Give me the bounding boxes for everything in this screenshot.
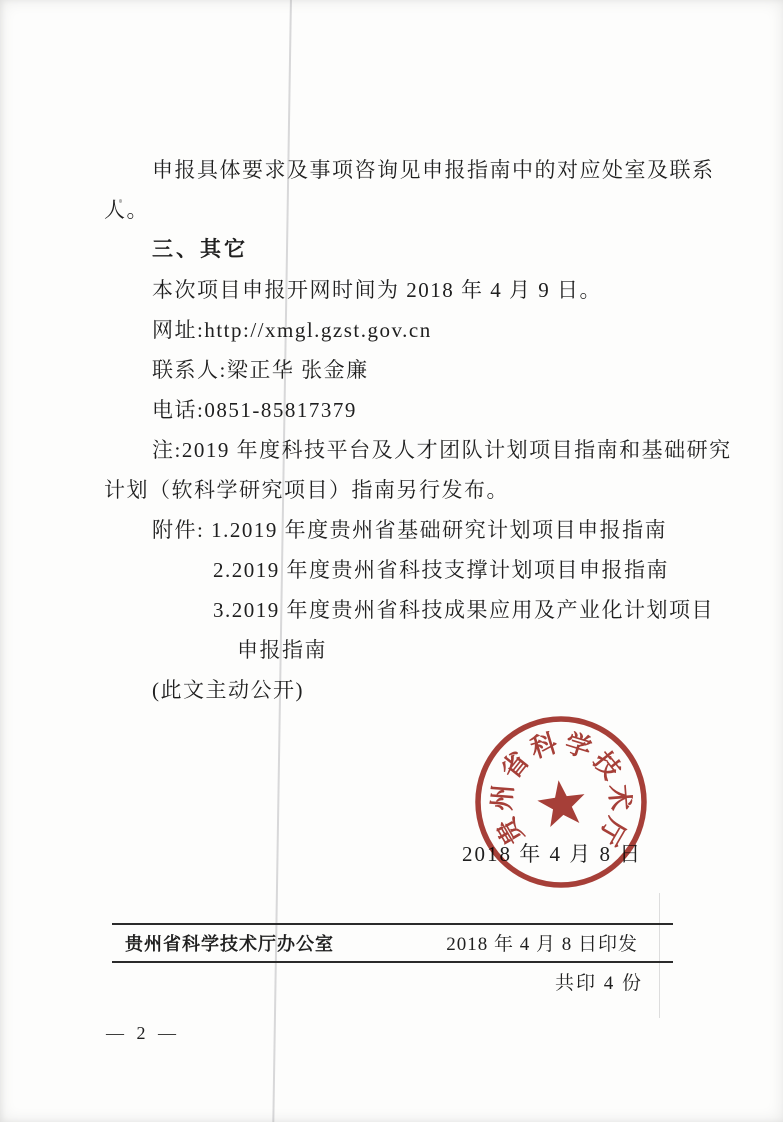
body-line: 申报具体要求及事项咨询见申报指南中的对应处室及联系	[152, 158, 715, 182]
attachment-line: 附件: 1.2019 年度贵州省基础研究计划项目申报指南	[152, 518, 668, 542]
phone-line: 电话:0851-85817379	[152, 398, 357, 422]
attachment-line-cont: 申报指南	[237, 638, 327, 662]
website-line: 网址:http://xmgl.gzst.gov.cn	[152, 318, 432, 342]
document-body	[104, 150, 732, 710]
print-date: 2018 年 4 月 8 日印发	[446, 934, 638, 955]
page-number: — 2 —	[106, 1023, 180, 1043]
body-line: 人。	[104, 198, 149, 222]
star-icon	[535, 777, 588, 828]
seal-char: 学	[561, 728, 595, 764]
seal-char: 州	[487, 783, 519, 812]
footer-row	[112, 929, 673, 956]
footer-divider-bottom	[112, 961, 673, 963]
issuing-office: 贵州省科学技术厅办公室	[125, 933, 334, 954]
copies-count: 共印 4 份	[554, 973, 643, 994]
seal-char: 贵	[491, 812, 530, 850]
seal-char: 厅	[592, 812, 631, 850]
note-line: 注:2019 年度科技平台及人才团队计划项目指南和基础研究	[152, 438, 732, 462]
seal-char: 术	[603, 783, 635, 812]
section-heading: 三、其它	[152, 238, 248, 261]
sign-date: 2018 年 4 月 8 日	[462, 842, 643, 866]
attachment-line: 2.2019 年度贵州省科技支撑计划项目申报指南	[213, 558, 669, 582]
disclosure-note: (此文主动公开)	[152, 678, 304, 702]
contact-line: 联系人:梁正华 张金廉	[152, 358, 369, 382]
attachment-line: 3.2019 年度贵州省科技成果应用及产业化计划项目	[213, 598, 714, 622]
official-seal-stamp	[475, 716, 647, 888]
body-line: 本次项目申报开网时间为 2018 年 4 月 9 日。	[152, 278, 602, 302]
seal-char: 科	[527, 728, 561, 764]
seal-char: 省	[495, 746, 535, 785]
note-line-cont: 计划（软科学研究项目）指南另行发布。	[104, 478, 509, 502]
footer-divider-top	[112, 923, 673, 925]
seal-char: 技	[587, 746, 627, 785]
